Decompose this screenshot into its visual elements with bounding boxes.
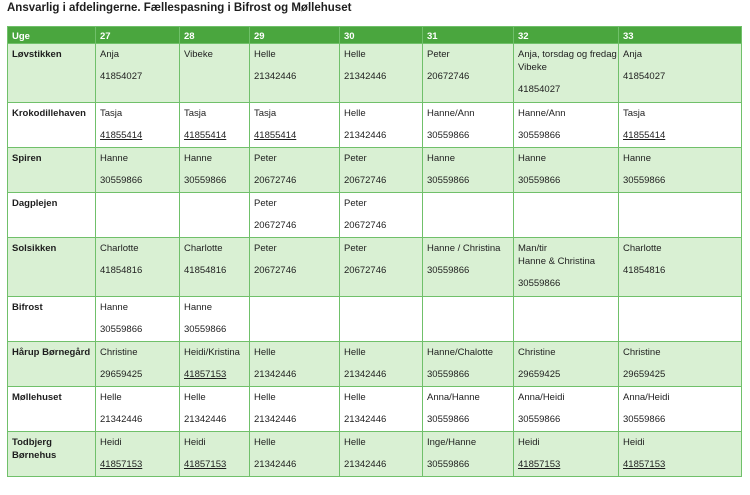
contact-name: Anja (100, 49, 120, 60)
department-name: Dagplejen (8, 193, 96, 238)
contact-name: Hanne/Chalotte (427, 347, 494, 358)
phone-number: 30559866 (427, 265, 470, 276)
phone-number: 21342446 (344, 130, 387, 141)
contact-name: Tasja (184, 108, 207, 119)
phone-number: 41854816 (184, 265, 227, 276)
contact-name: Peter (344, 243, 367, 254)
schedule-table (7, 26, 742, 477)
schedule-cell (180, 238, 250, 297)
phone-number: 30559866 (427, 459, 470, 470)
schedule-cell (250, 342, 340, 387)
contact-name: Helle (254, 392, 276, 403)
contact-name: Hanne / Christina (427, 243, 501, 254)
contact-name: Peter (427, 49, 450, 60)
table-row (8, 432, 742, 477)
phone-number: 20672746 (344, 175, 387, 186)
schedule-cell (96, 103, 180, 148)
schedule-cell (340, 193, 423, 238)
schedule-cell (423, 342, 514, 387)
department-name: Hårup Børnegård (8, 342, 96, 387)
contact-name: Christine (100, 347, 138, 358)
contact-name: Hanne/Ann (427, 108, 475, 119)
table-row (8, 44, 742, 103)
contact-name: Peter (254, 153, 277, 164)
phone-number: 30559866 (623, 414, 666, 425)
header-week-27: 27 (96, 27, 180, 44)
contact-name: Peter (344, 153, 367, 164)
schedule-cell (180, 148, 250, 193)
phone-number: 41854816 (100, 265, 143, 276)
schedule-cell (180, 387, 250, 432)
schedule-cell (514, 44, 619, 103)
contact-name: Anja, torsdag og fredag (518, 49, 617, 60)
contact-name: Helle (344, 347, 366, 358)
department-name: Møllehuset (8, 387, 96, 432)
table-row (8, 297, 742, 342)
phone-number: 20672746 (254, 220, 297, 231)
schedule-cell (340, 432, 423, 477)
phone-number: 20672746 (254, 265, 297, 276)
table-row (8, 148, 742, 193)
phone-number: 30559866 (518, 414, 561, 425)
contact-name: Anna/Heidi (518, 392, 565, 403)
schedule-cell (96, 148, 180, 193)
schedule-cell (423, 432, 514, 477)
department-name: Løvstikken (8, 44, 96, 103)
phone-number: 21342446 (254, 71, 297, 82)
schedule-cell (514, 342, 619, 387)
schedule-cell (423, 238, 514, 297)
page-title: Ansvarlig i afdelingerne. Fællespasning i Bifrost og Møllehuset (7, 2, 352, 14)
contact-name: Helle (344, 108, 366, 119)
schedule-cell (514, 148, 619, 193)
schedule-cell (250, 432, 340, 477)
schedule-cell (180, 432, 250, 477)
phone-number: 30559866 (427, 414, 470, 425)
phone-number: 21342446 (100, 414, 143, 425)
header-week-31: 31 (423, 27, 514, 44)
schedule-cell (96, 342, 180, 387)
contact-name: Helle (254, 347, 276, 358)
contact-name: Anna/Hanne (427, 392, 480, 403)
contact-name: Tasja (623, 108, 646, 119)
contact-name: Peter (344, 198, 367, 209)
phone-number: 30559866 (184, 324, 227, 335)
schedule-cell (514, 193, 619, 238)
schedule-cell (340, 387, 423, 432)
schedule-cell (340, 148, 423, 193)
phone-number: 30559866 (623, 175, 666, 186)
table-row (8, 387, 742, 432)
schedule-cell (250, 148, 340, 193)
header-row (8, 27, 742, 44)
contact-name: Heidi (518, 437, 540, 448)
department-name: Bifrost (8, 297, 96, 342)
schedule-cell (180, 342, 250, 387)
phone-number: 21342446 (344, 71, 387, 82)
phone-number: 41854027 (623, 71, 666, 82)
contact-name: Helle (344, 49, 366, 60)
schedule-cell (340, 44, 423, 103)
header-week-28: 28 (180, 27, 250, 44)
schedule-cell (423, 44, 514, 103)
header-week-30: 30 (340, 27, 423, 44)
phone-number: 30559866 (518, 175, 561, 186)
contact-name: Man/tir (518, 243, 548, 254)
contact-name: Hanne (623, 153, 651, 164)
contact-name: Hanne (184, 302, 212, 313)
department-name: Solsikken (8, 238, 96, 297)
contact-name: Charlotte (184, 243, 223, 254)
schedule-cell (619, 238, 742, 297)
phone-number: 41854816 (623, 265, 666, 276)
schedule-cell (180, 297, 250, 342)
contact-name: Heidi (623, 437, 645, 448)
header-week-label: Uge (8, 27, 96, 44)
phone-number: 30559866 (427, 130, 470, 141)
phone-number: 30559866 (100, 175, 143, 186)
phone-number: 41855414 (254, 130, 297, 141)
phone-number: 41855414 (100, 130, 143, 141)
schedule-cell (96, 387, 180, 432)
schedule-cell (514, 103, 619, 148)
department-name: Spiren (8, 148, 96, 193)
schedule-cell (250, 238, 340, 297)
schedule-cell (250, 193, 340, 238)
contact-name: Anja (623, 49, 643, 60)
phone-number: 29659425 (518, 369, 561, 380)
contact-name: Helle (254, 437, 276, 448)
contact-name: Heidi (184, 437, 206, 448)
contact-name: Helle (100, 392, 122, 403)
contact-name: Peter (254, 198, 277, 209)
phone-number: 29659425 (100, 369, 143, 380)
schedule-cell (619, 342, 742, 387)
table-row (8, 342, 742, 387)
contact-name: Helle (254, 49, 276, 60)
phone-number: 41857153 (518, 459, 561, 470)
phone-number: 20672746 (344, 265, 387, 276)
phone-number: 21342446 (254, 459, 297, 470)
schedule-cell (423, 193, 514, 238)
schedule-cell (619, 44, 742, 103)
schedule-cell (423, 297, 514, 342)
schedule-cell (619, 297, 742, 342)
contact-name: Vibeke (184, 49, 213, 60)
schedule-cell (250, 297, 340, 342)
phone-number: 21342446 (254, 369, 297, 380)
phone-number: 41857153 (184, 369, 227, 380)
contact-name: Tasja (254, 108, 277, 119)
schedule-cell (250, 387, 340, 432)
schedule-cell (514, 297, 619, 342)
department-name: Krokodillehaven (8, 103, 96, 148)
schedule-cell (423, 387, 514, 432)
phone-number: 41854027 (100, 71, 143, 82)
phone-number: 41857153 (100, 459, 143, 470)
contact-name: Hanne (518, 153, 546, 164)
contact-name: Charlotte (100, 243, 139, 254)
schedule-cell (423, 148, 514, 193)
contact-name: Anna/Heidi (623, 392, 670, 403)
contact-name: Hanne (184, 153, 212, 164)
department-name: Todbjerg Børnehus (8, 432, 96, 477)
phone-number: 30559866 (100, 324, 143, 335)
schedule-cell (514, 387, 619, 432)
schedule-cell (96, 432, 180, 477)
schedule-cell (619, 193, 742, 238)
contact-name: Tasja (100, 108, 123, 119)
schedule-cell (340, 342, 423, 387)
phone-number: 29659425 (623, 369, 666, 380)
phone-number: 21342446 (254, 414, 297, 425)
schedule-cell (250, 103, 340, 148)
header-week-32: 32 (514, 27, 619, 44)
schedule-cell (96, 238, 180, 297)
table-row (8, 103, 742, 148)
contact-name: Heidi (100, 437, 122, 448)
phone-number: 20672746 (427, 71, 470, 82)
phone-number: 41855414 (623, 130, 666, 141)
phone-number: 21342446 (184, 414, 227, 425)
schedule-cell (340, 238, 423, 297)
phone-number: 30559866 (518, 278, 561, 289)
phone-number: 30559866 (427, 369, 470, 380)
phone-number: 30559866 (518, 130, 561, 141)
phone-number: 41854027 (518, 84, 561, 95)
schedule-cell (96, 297, 180, 342)
contact-name: Hanne (427, 153, 455, 164)
schedule-cell (180, 103, 250, 148)
phone-number: 21342446 (344, 414, 387, 425)
contact-name: Inge/Hanne (427, 437, 477, 448)
schedule-cell (514, 238, 619, 297)
schedule-cell (180, 193, 250, 238)
contact-name: Christine (518, 347, 556, 358)
contact-name: Helle (344, 392, 366, 403)
contact-name: Vibeke (518, 62, 547, 73)
table-row (8, 193, 742, 238)
header-week-29: 29 (250, 27, 340, 44)
contact-name: Hanne/Ann (518, 108, 566, 119)
phone-number: 20672746 (254, 175, 297, 186)
contact-name: Christine (623, 347, 661, 358)
contact-name: Hanne (100, 153, 128, 164)
contact-name: Helle (184, 392, 206, 403)
phone-number: 20672746 (344, 220, 387, 231)
table-row (8, 238, 742, 297)
schedule-cell (619, 148, 742, 193)
schedule-cell (619, 432, 742, 477)
schedule-cell (340, 297, 423, 342)
schedule-cell (619, 387, 742, 432)
phone-number: 30559866 (184, 175, 227, 186)
schedule-cell (423, 103, 514, 148)
schedule-cell (96, 44, 180, 103)
contact-name: Hanne (100, 302, 128, 313)
contact-name: Helle (344, 437, 366, 448)
phone-number: 21342446 (344, 369, 387, 380)
phone-number: 41857153 (623, 459, 666, 470)
contact-name: Heidi/Kristina (184, 347, 240, 358)
phone-number: 41857153 (184, 459, 227, 470)
contact-name: Hanne & Christina (518, 256, 596, 267)
schedule-cell (619, 103, 742, 148)
schedule-cell (514, 432, 619, 477)
schedule-cell (96, 193, 180, 238)
phone-number: 30559866 (427, 175, 470, 186)
schedule-cell (340, 103, 423, 148)
schedule-cell (180, 44, 250, 103)
header-week-33: 33 (619, 27, 742, 44)
contact-name: Peter (254, 243, 277, 254)
schedule-cell (250, 44, 340, 103)
phone-number: 21342446 (344, 459, 387, 470)
phone-number: 41855414 (184, 130, 227, 141)
contact-name: Charlotte (623, 243, 662, 254)
